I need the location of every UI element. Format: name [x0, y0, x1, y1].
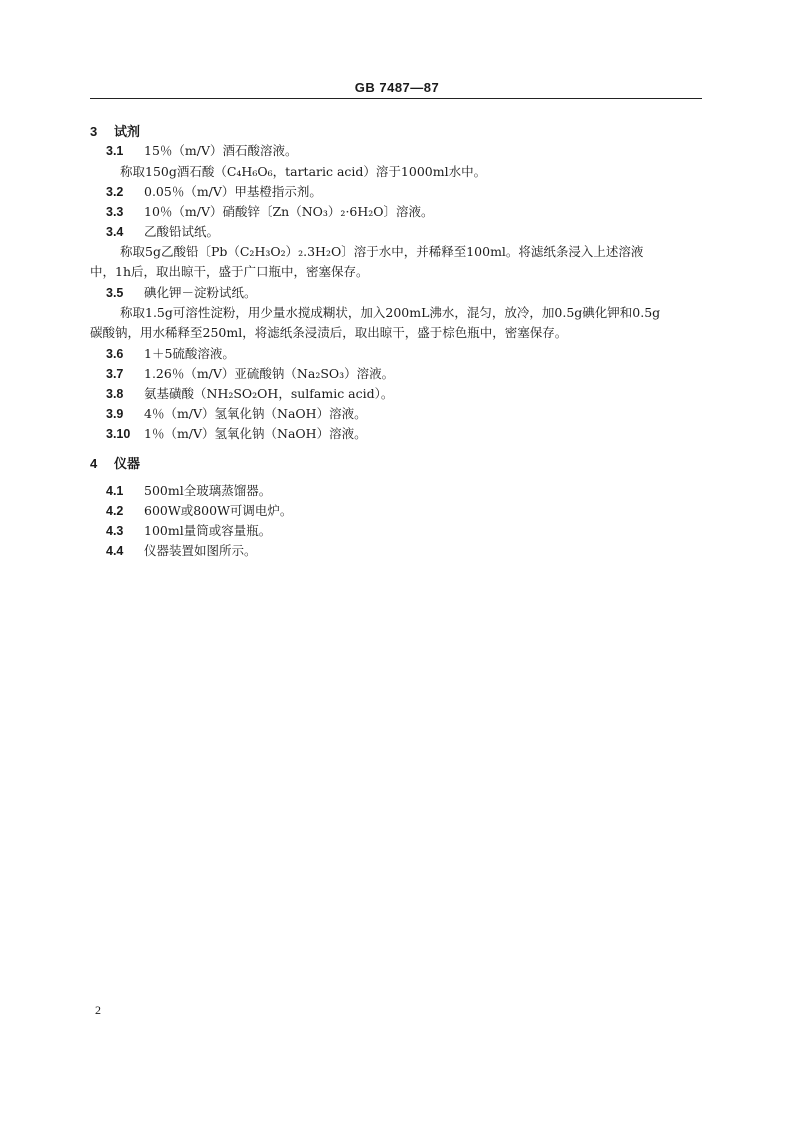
- section-3-number: 3: [90, 124, 98, 139]
- section-3-heading: [90, 121, 140, 140]
- item-3-5: 3.5 碘化钾－淀粉试纸。: [106, 285, 257, 300]
- page-number: 2: [95, 1003, 101, 1017]
- item-3-6: 3.6 1＋5硫酸溶液。: [106, 346, 235, 361]
- item-3-9: 3.9 4％（m/V）氢氧化钠（NaOH）溶液。: [106, 406, 367, 421]
- header-rule: [90, 98, 702, 99]
- page-header: GB 7487—87: [354, 80, 440, 95]
- item-3-10: 3.10 1％（m/V）氢氧化钠（NaOH）溶液。: [106, 426, 367, 441]
- item-3-7: 3.7 1.26％（m/V）亚硫酸钠（Na₂SO₃）溶液。: [106, 366, 395, 381]
- item-3-3: 3.3 10％（m/V）硝酸锌〔Zn（NO₃）₂·6H₂O〕溶液。: [106, 204, 434, 219]
- section-4-heading: [90, 453, 140, 472]
- item-3-4: 3.4 乙酸铅试纸。: [106, 224, 220, 239]
- para-3-4-line1: 称取5g乙酸铅〔Pb（C₂H₃O₂）₂.3H₂O〕溶于水中，并稀释至100ml。将滤纸条浸入上述溶液: [120, 244, 644, 259]
- para-3-5-line1: 称取1.5g可溶性淀粉，用少量水搅成糊状，加入200mL沸水，混匀，放冷，加0.5g碘化钾和0.5g: [120, 305, 661, 320]
- para-3-4-line2: 中，1h后，取出晾干，盛于广口瓶中，密塞保存。: [90, 264, 369, 279]
- para-3-5-line2: 碳酸钠，用水稀释至250ml，将滤纸条浸渍后，取出晾干，盛于棕色瓶中，密塞保存。: [90, 325, 568, 340]
- item-3-2: 3.2 0.05％（m/V）甲基橙指示剂。: [106, 184, 322, 199]
- item-4-2: 4.2 600W或800W可调电炉。: [106, 503, 293, 518]
- section-3-title: 试剂: [114, 125, 141, 140]
- para-3-1: 称取150g酒石酸（C₄H₆O₆，tartaric acid）溶于1000ml水中。: [120, 164, 487, 179]
- section-4-title: 仪器: [114, 457, 141, 472]
- item-4-3: 4.3 100ml量筒或容量瓶。: [106, 523, 272, 538]
- item-4-1: 4.1 500ml全玻璃蒸馏器。: [106, 483, 272, 498]
- item-4-4: 4.4 仪器装置如图所示。: [106, 543, 257, 558]
- item-3-1: 3.1 15％（m/V）酒石酸溶液。: [106, 143, 298, 158]
- item-3-8: 3.8 氨基磺酸（NH₂SO₂OH，sulfamic acid）。: [106, 386, 394, 401]
- section-4-number: 4: [90, 456, 98, 471]
